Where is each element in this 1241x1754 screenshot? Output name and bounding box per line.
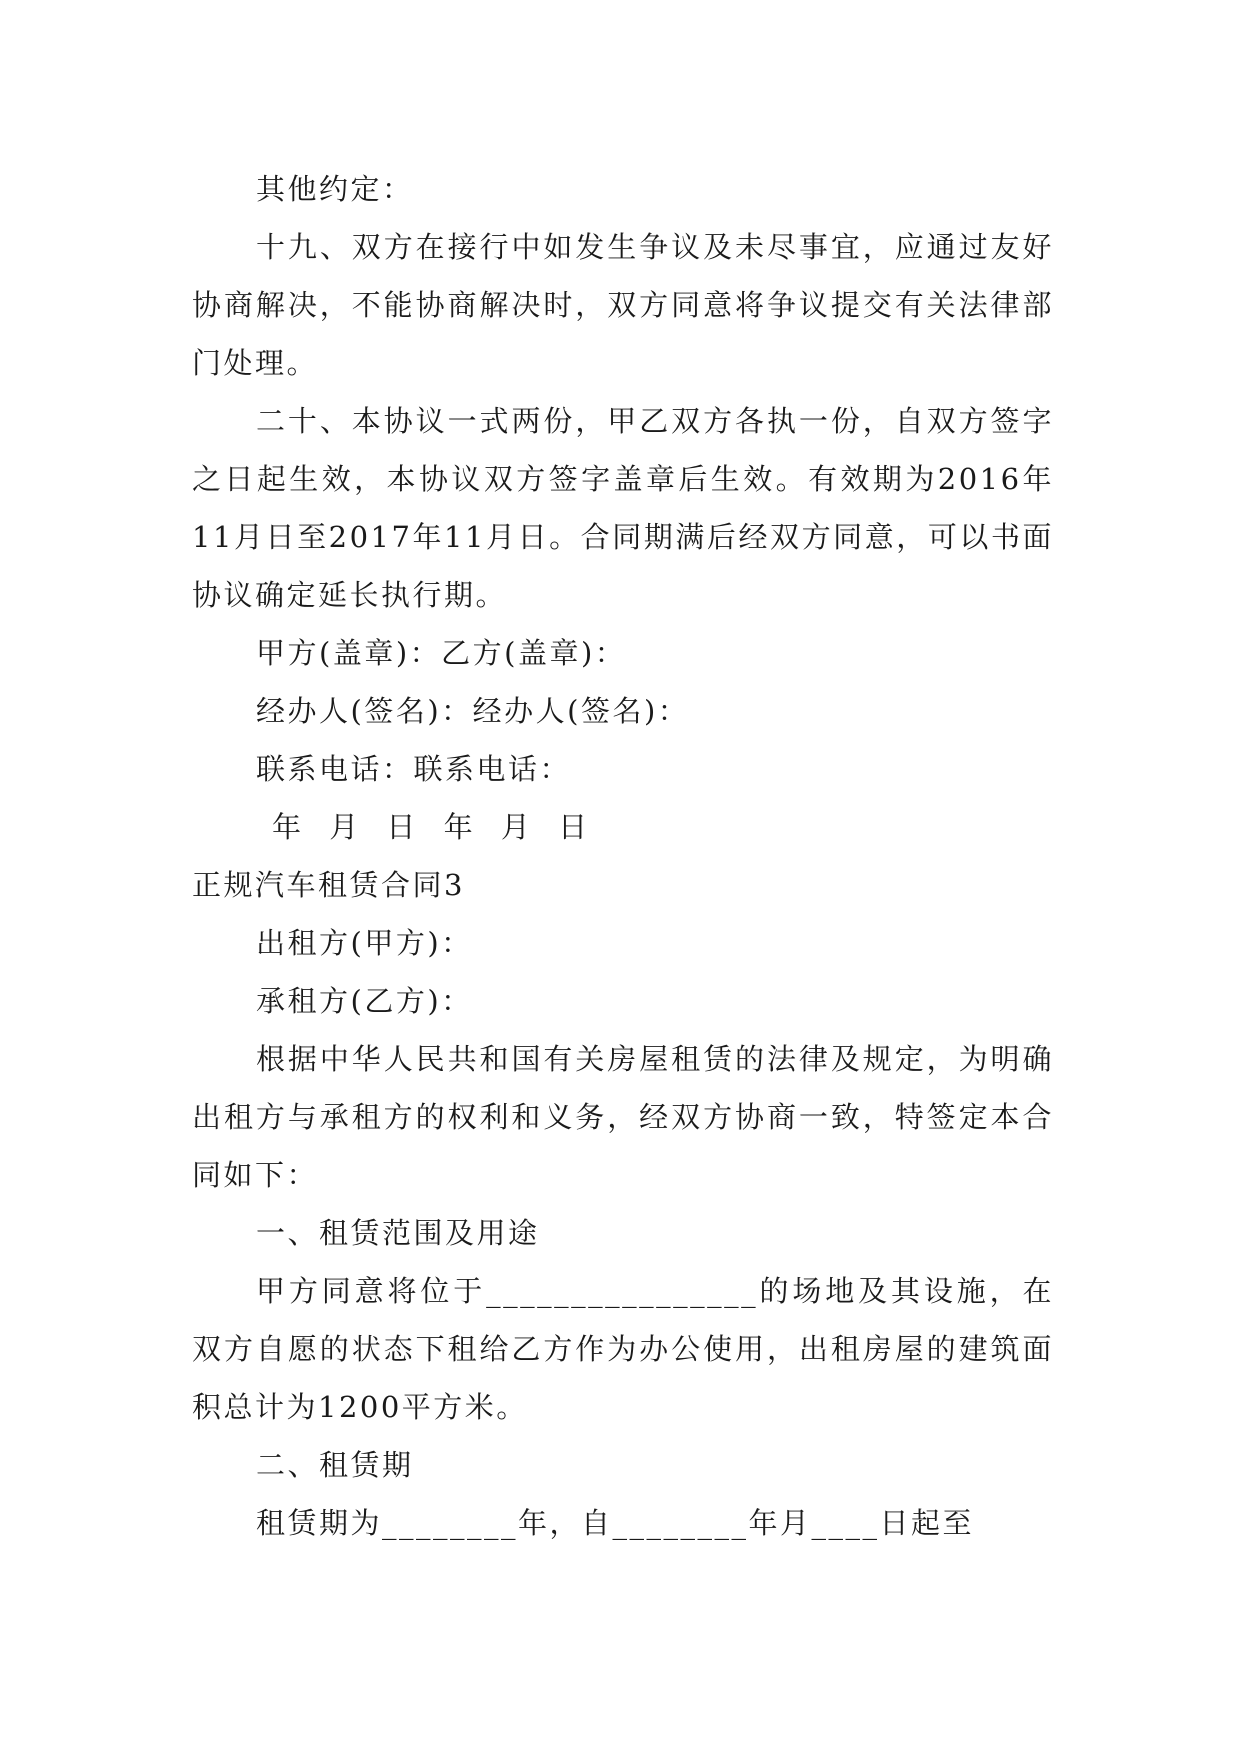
signature-date-line: 年 月 日 年 月 日 xyxy=(272,810,590,844)
paragraph-term: 租赁期为________年，自________年月____日起至 xyxy=(256,1506,975,1540)
section-heading-scope: 一、租赁范围及用途 xyxy=(256,1216,540,1250)
document-body xyxy=(192,160,1054,1552)
section-heading-term: 二、租赁期 xyxy=(256,1448,414,1482)
lessor-party-line: 出租方(甲方)： xyxy=(256,926,473,960)
signature-agent-line: 经办人(签名)：经办人(签名)： xyxy=(256,694,690,728)
paragraph-scope: 甲方同意将位于________________的场地及其设施，在双方自愿的状态下租给乙方作为办公使用，出租房屋的建筑面积总计为1200平方米。 xyxy=(192,1274,1054,1424)
paragraph-clause-20: 二十、本协议一式两份，甲乙双方各执一份，自双方签字之日起生效，本协议双方签字盖章后生效。有效期为2016年11月日至2017年11月日。合同期满后经双方同意，可以书面协议确定延长执行期。 xyxy=(192,404,1054,612)
contract-title: 正规汽车租赁合同3 xyxy=(192,868,465,902)
paragraph-preamble: 根据中华人民共和国有关房屋租赁的法律及规定，为明确出租方与承租方的权利和义务，经双方协商一致，特签定本合同如下： xyxy=(192,1042,1054,1192)
lessee-party-line: 承租方(乙方)： xyxy=(256,984,473,1018)
signature-seal-line: 甲方(盖章)：乙方(盖章)： xyxy=(256,636,627,670)
signature-phone-line: 联系电话：联系电话： xyxy=(256,752,572,786)
paragraph-other-terms-heading: 其他约定： xyxy=(256,172,414,206)
paragraph-clause-19: 十九、双方在接行中如发生争议及未尽事宜，应通过友好协商解决，不能协商解决时，双方同意将争议提交有关法律部门处理。 xyxy=(192,230,1054,380)
